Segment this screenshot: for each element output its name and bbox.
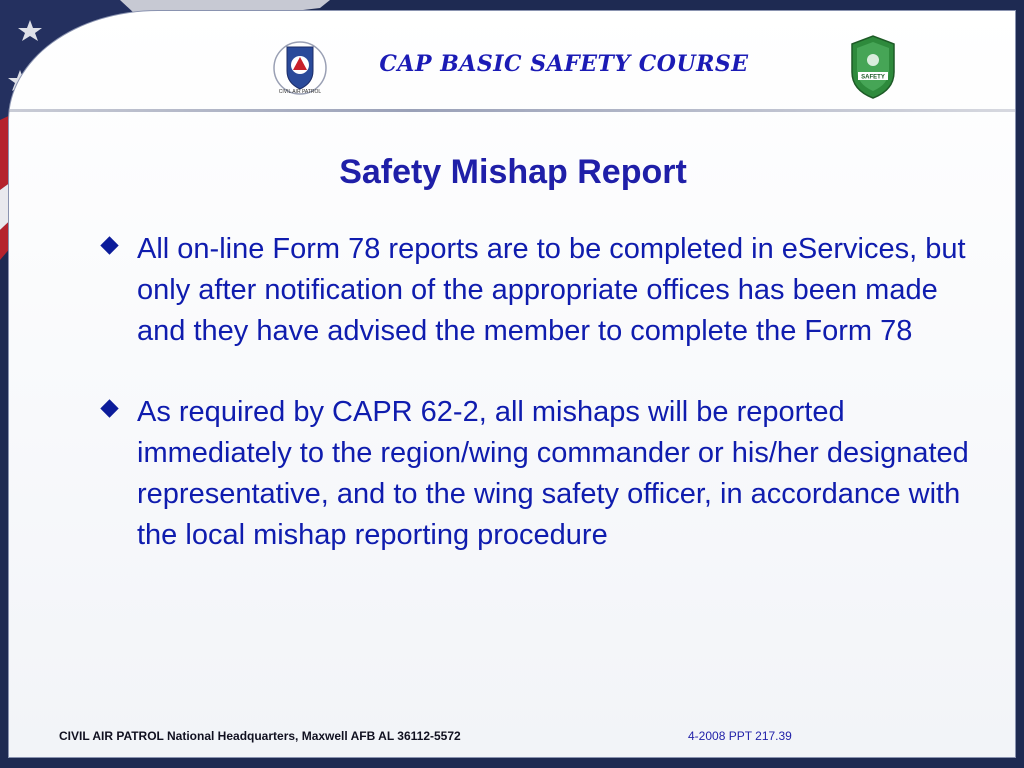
safety-shield-icon [844,34,902,100]
bullet-item [99,392,979,556]
bullet-list [99,229,979,596]
footer-slide-ref: 4-2008 PPT 217.39 [688,729,792,743]
left-logo-label: CIVIL AIR PATROL [278,89,322,95]
diamond-bullet-icon [100,236,118,254]
bullet-text: All on-line Form 78 reports are to be completed in eServices, but only after notification of the appropriate offices has been made and they have advised the member to complete the Form 78 [137,233,966,347]
right-logo-label: SAFETY [861,74,885,81]
diamond-bullet-icon [100,399,118,417]
slide-title: Safety Mishap Report [339,153,687,191]
bullet-text: As required by CAPR 62-2, all mishaps will be reported immediately to the region/wing commander or his/her designated representative, and to the wing safety officer, in accordance with the local mishap reporting procedure [137,396,969,551]
header-divider [9,109,1016,112]
bullet-item [99,229,979,352]
course-title: CAP BASIC SAFETY COURSE [379,51,749,77]
civil-air-patrol-seal-icon [271,35,329,97]
slide-panel [8,10,1016,758]
footer-organization: CIVIL AIR PATROL National Headquarters, Maxwell AFB AL 36112-5572 [59,729,461,743]
